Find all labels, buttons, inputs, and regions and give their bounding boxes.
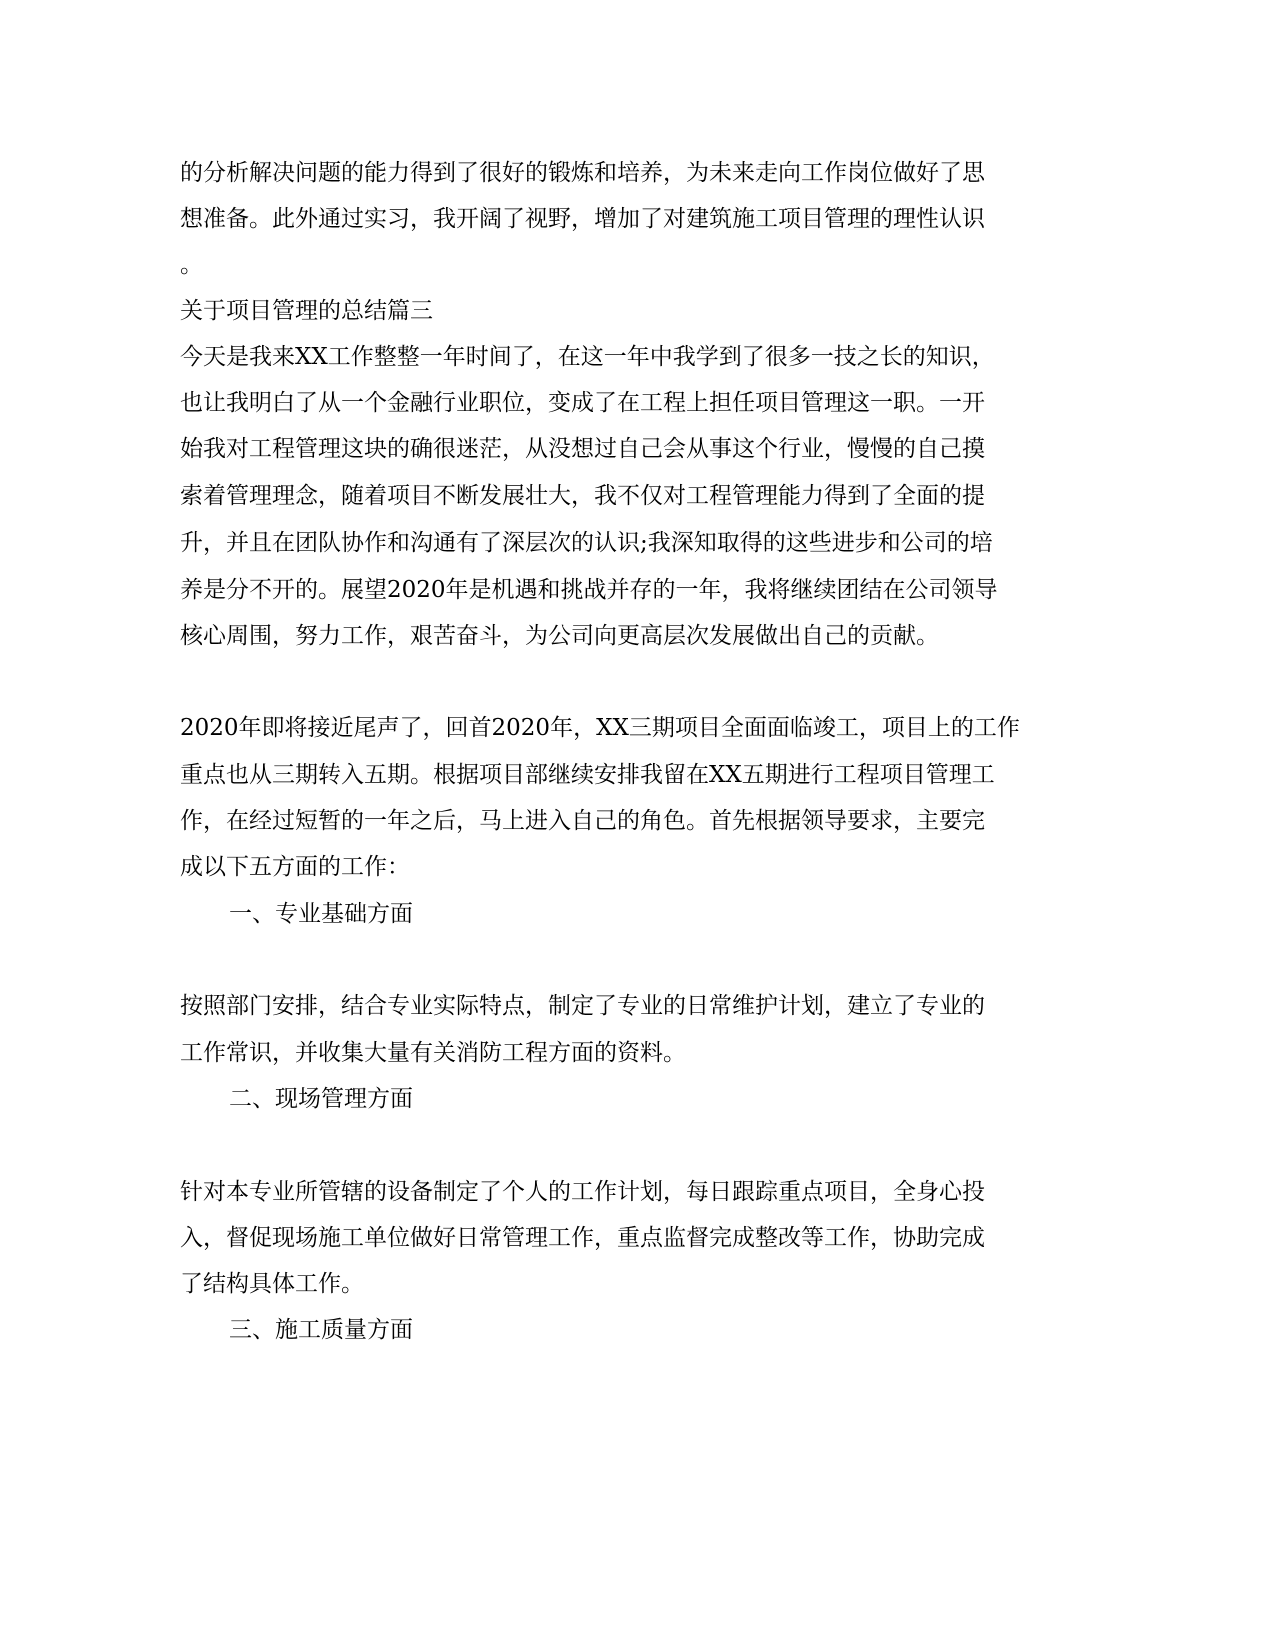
paragraph-line: 今天是我来XX工作整整一年时间了，在这一年中我学到了很多一技之长的知识， — [180, 344, 995, 370]
paragraph-line: 升，并且在团队协作和沟通有了深层次的认识;我深知取得的这些进步和公司的培 — [180, 530, 993, 556]
paragraph-line: 也让我明白了从一个金融行业职位，变成了在工程上担任项目管理这一职。一开 — [180, 390, 985, 416]
paragraph-line: 按照部门安排，结合专业实际特点，制定了专业的日常维护计划，建立了专业的 — [180, 993, 985, 1019]
paragraph-line: 核心周围，努力工作，艰苦奋斗，为公司向更高层次发展做出自己的贡献。 — [180, 623, 939, 649]
paragraph-line: 了结构具体工作。 — [180, 1271, 364, 1297]
subsection-heading: 三、施工质量方面 — [229, 1317, 413, 1343]
paragraph-line: 工作常识，并收集大量有关消防工程方面的资料。 — [180, 1040, 686, 1066]
paragraph-line: 的分析解决问题的能力得到了很好的锻炼和培养，为未来走向工作岗位做好了思 — [180, 160, 985, 186]
section-heading: 关于项目管理的总结篇三 — [180, 298, 433, 324]
paragraph-line: 入，督促现场施工单位做好日常管理工作，重点监督完成整改等工作，协助完成 — [180, 1225, 985, 1251]
paragraph-line: 成以下五方面的工作： — [180, 854, 410, 880]
paragraph-line: 针对本专业所管辖的设备制定了个人的工作计划，每日跟踪重点项目，全身心投 — [180, 1179, 985, 1205]
subsection-heading: 一、专业基础方面 — [229, 901, 413, 927]
paragraph-line: 索着管理理念，随着项目不断发展壮大，我不仅对工程管理能力得到了全面的提 — [180, 483, 985, 509]
paragraph-line: 。 — [180, 252, 203, 278]
paragraph-line: 2020年即将接近尾声了，回首2020年，XX三期项目全面面临竣工，项目上的工作 — [180, 715, 1020, 741]
paragraph-line: 始我对工程管理这块的确很迷茫，从没想过自己会从事这个行业，慢慢的自己摸 — [180, 436, 985, 462]
paragraph-line: 重点也从三期转入五期。根据项目部继续安排我留在XX五期进行工程项目管理工 — [180, 762, 995, 788]
paragraph-line: 想准备。此外通过实习，我开阔了视野，增加了对建筑施工项目管理的理性认识 — [180, 206, 985, 232]
paragraph-line: 养是分不开的。展望2020年是机遇和挑战并存的一年，我将继续团结在公司领导 — [180, 577, 998, 603]
subsection-heading: 二、现场管理方面 — [229, 1086, 413, 1112]
paragraph-line: 作，在经过短暂的一年之后，马上进入自己的角色。首先根据领导要求，主要完 — [180, 808, 985, 834]
